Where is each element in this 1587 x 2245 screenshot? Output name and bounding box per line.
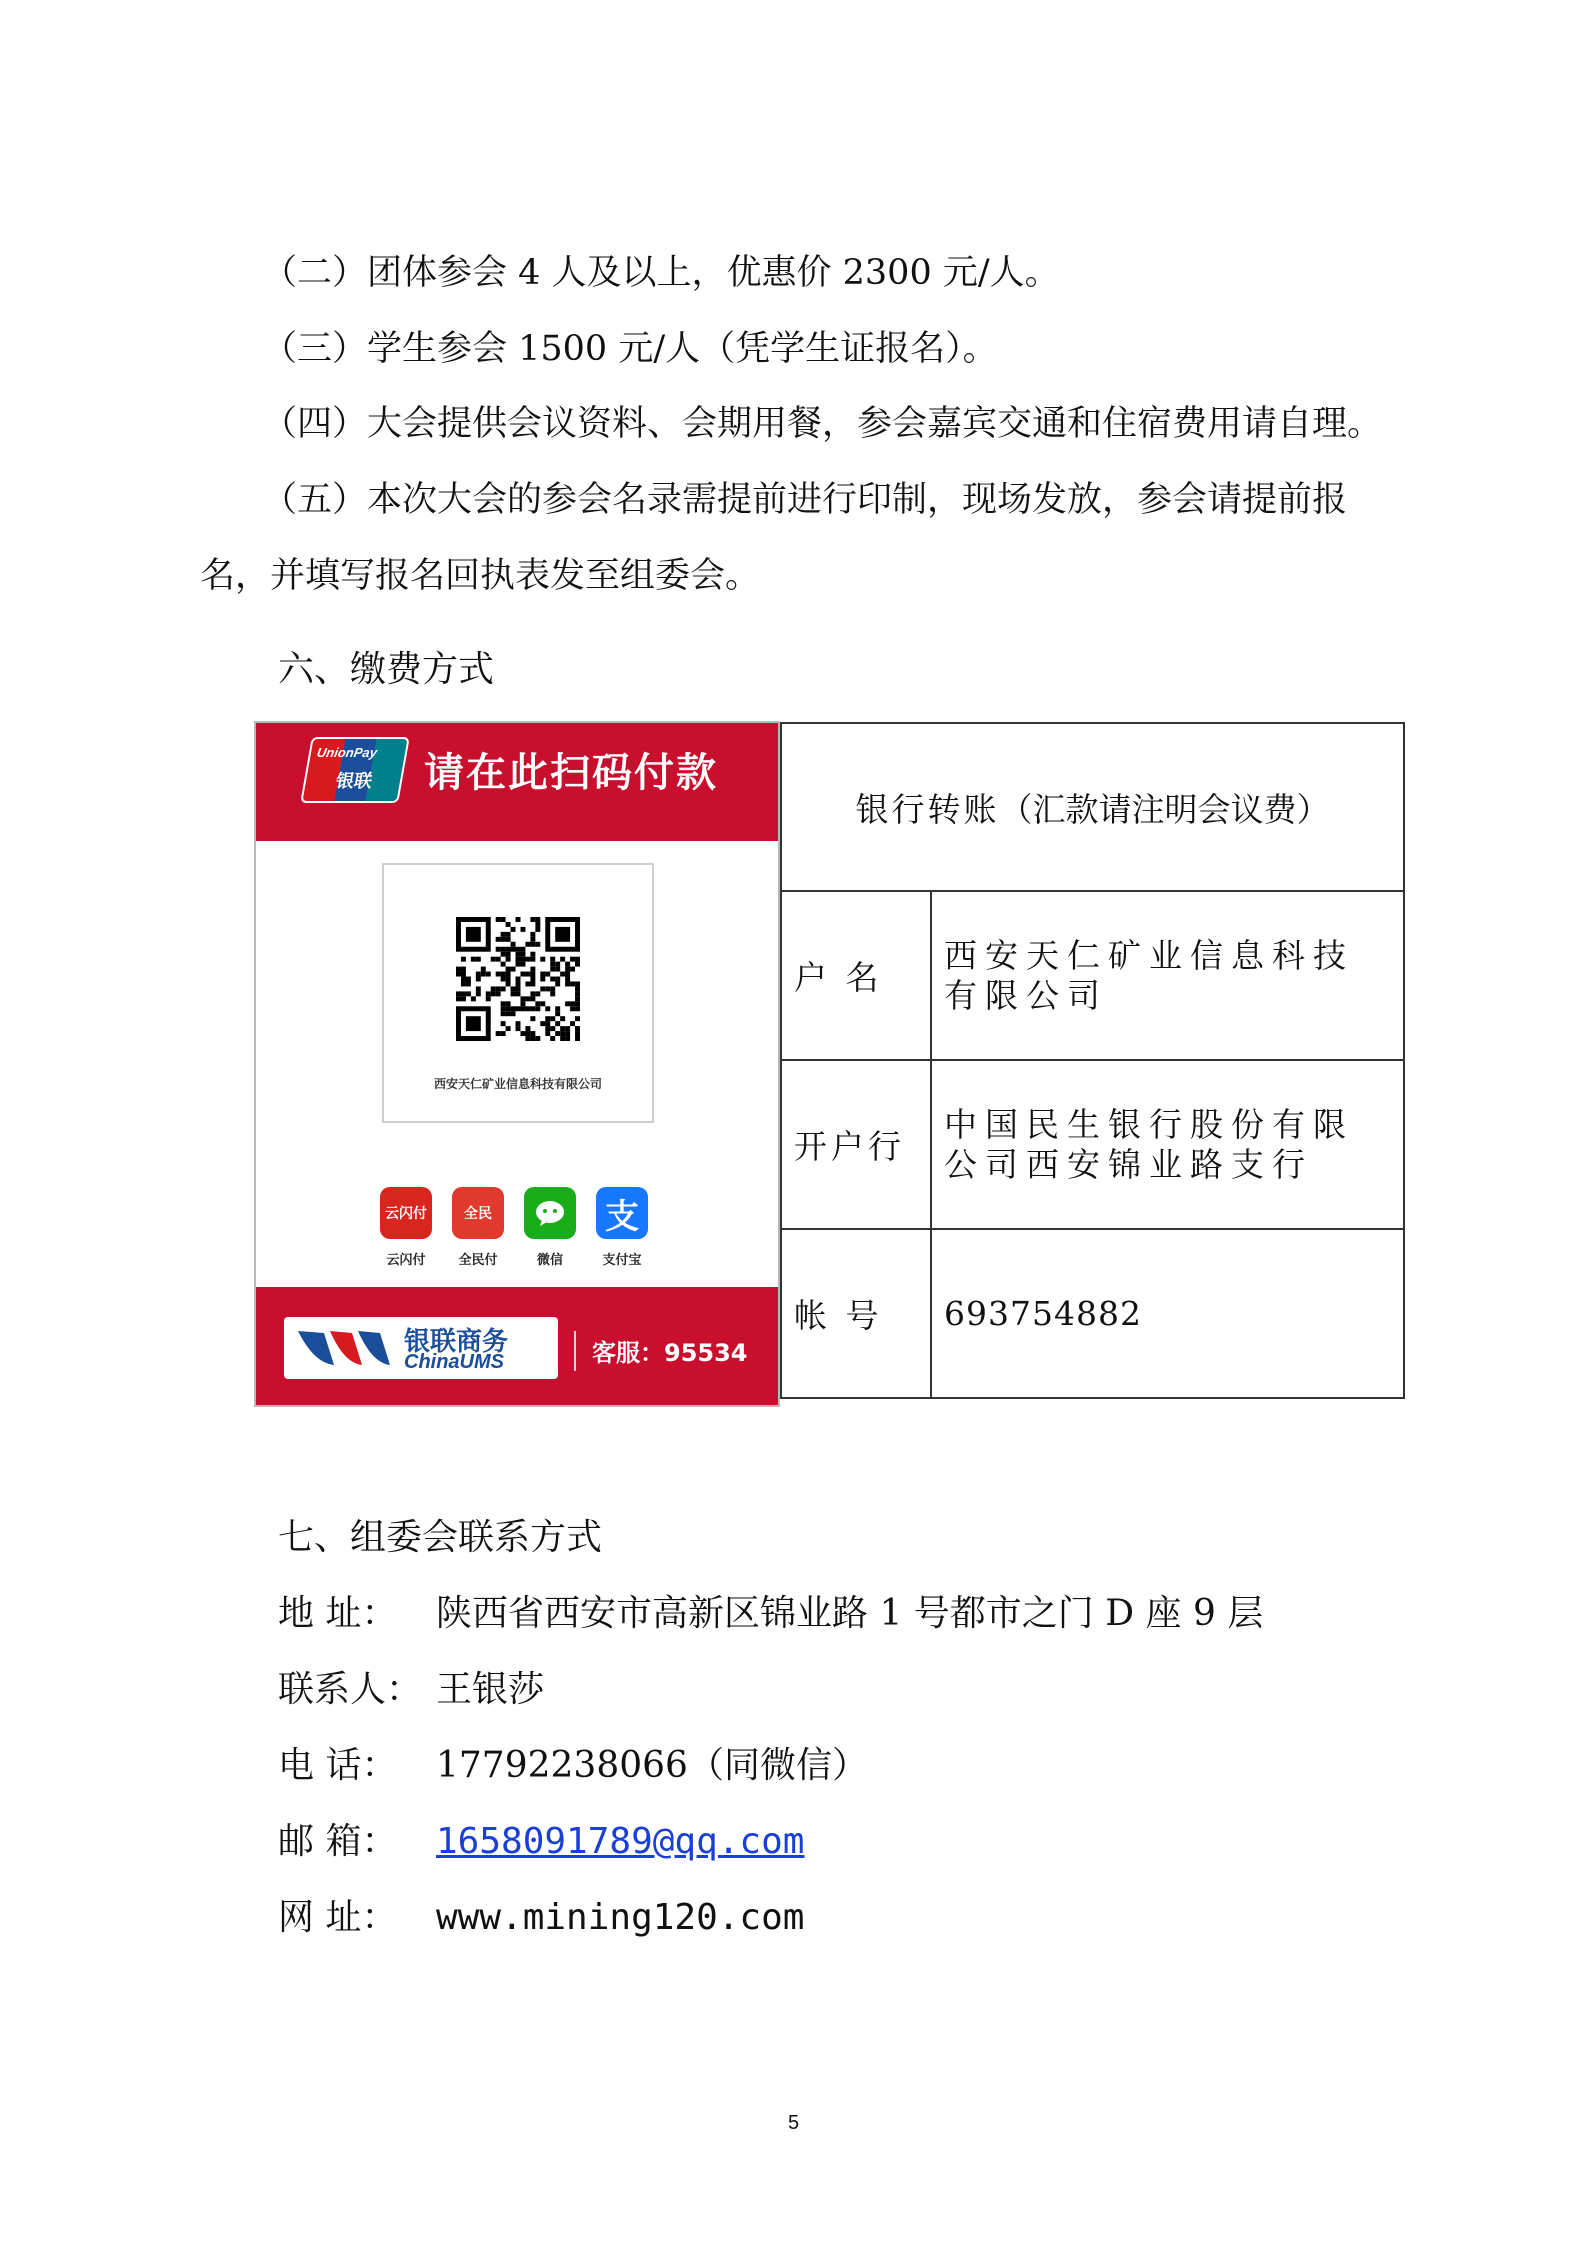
unionpay-logo <box>300 737 410 803</box>
chinaums-logo <box>284 1317 558 1379</box>
footer-divider <box>574 1331 576 1371</box>
scan-to-pay-text: 请在此扫码付款 <box>424 750 718 796</box>
card-header <box>256 723 778 841</box>
app-label: 全民付 <box>458 1253 498 1268</box>
bank-transfer-table <box>780 722 1405 1399</box>
payment-heading: 六、缴费方式 <box>278 649 495 690</box>
account-name-label: 户 名 <box>781 891 931 1060</box>
fee-item-5-line-1: （五）本次大会的参会名录需提前进行印制，现场发放，参会请提前报 <box>262 480 1348 520</box>
address-value: 陕西省西安市高新区锦业路 1 号都市之门 D 座 9 层 <box>436 1593 1264 1634</box>
contact-heading: 七、组委会联系方式 <box>278 1517 603 1558</box>
account-number-value: 693754882 <box>931 1229 1404 1398</box>
website-value: www.mining120.com <box>436 1897 805 1938</box>
app-cloud-quickpass <box>380 1187 432 1268</box>
bank-transfer-title: 银行转账 <box>855 789 1000 829</box>
fee-item-4: （四）大会提供会议资料、会期用餐，参会嘉宾交通和住宿费用请自理。 <box>262 404 1383 444</box>
app-label: 云闪付 <box>386 1253 426 1268</box>
chinaums-mark-icon <box>294 1323 394 1373</box>
app-label: 微信 <box>536 1253 563 1268</box>
phone-label: 电 话： <box>278 1745 398 1786</box>
contact-phone <box>278 1742 868 1790</box>
wechat-icon <box>524 1187 576 1239</box>
contact-person <box>278 1666 544 1714</box>
website-label: 网 址： <box>278 1897 398 1938</box>
unionpay-logo-cn: 银联 <box>334 771 374 792</box>
fee-item-3: （三）学生参会 1500 元/人（凭学生证报名）。 <box>262 329 998 369</box>
person-value: 王银莎 <box>436 1669 545 1710</box>
bank-name-label: 开户行 <box>781 1060 931 1229</box>
qr-code[interactable] <box>456 917 580 1041</box>
person-label: 联系人： <box>278 1669 423 1710</box>
fee-item-2: （二）团体参会 4 人及以上，优惠价 2300 元/人。 <box>262 253 1060 293</box>
qr-code-frame <box>382 863 654 1123</box>
fee-item-5-line-2: 名，并填写报名回执表发至组委会。 <box>200 556 761 596</box>
qr-company-name: 西安天仁矿业信息科技有限公司 <box>433 1077 602 1091</box>
email-label: 邮 箱： <box>278 1821 398 1862</box>
cloud-quickpass-icon: 云闪付 <box>380 1187 432 1239</box>
phone-value: 17792238066（同微信） <box>436 1745 868 1786</box>
contact-address <box>278 1590 1263 1638</box>
app-wechat <box>524 1187 576 1268</box>
unionpay-logo-en: UnionPay <box>315 745 379 760</box>
bank-transfer-note: （汇款请注明会议费） <box>999 789 1330 829</box>
app-quanminfu <box>452 1187 504 1268</box>
chinaums-name-en: ChinaUMS <box>404 1351 504 1373</box>
chinaums-name-cn: 银联商务 <box>404 1327 509 1357</box>
page-number: 5 <box>787 2112 800 2134</box>
bank-name-value: 中国民生银行股份有限公司西安锦业路支行 <box>931 1060 1404 1229</box>
card-footer <box>256 1287 778 1405</box>
alipay-icon: 支 <box>596 1187 648 1239</box>
contact-email <box>278 1818 804 1866</box>
customer-service-number: 客服：95534 <box>592 1339 748 1367</box>
email-link[interactable]: 1658091789@qq.com <box>436 1821 805 1862</box>
address-label: 地 址： <box>278 1593 398 1634</box>
app-label: 支付宝 <box>602 1253 642 1268</box>
account-number-label: 帐 号 <box>781 1229 931 1398</box>
account-name-value: 西安天仁矿业信息科技有限公司 <box>931 891 1404 1060</box>
payment-qr-card <box>254 721 780 1407</box>
contact-website <box>278 1894 804 1942</box>
quanminfu-icon: 全民 <box>452 1187 504 1239</box>
bank-table-title <box>781 723 1404 891</box>
app-alipay <box>596 1187 648 1268</box>
